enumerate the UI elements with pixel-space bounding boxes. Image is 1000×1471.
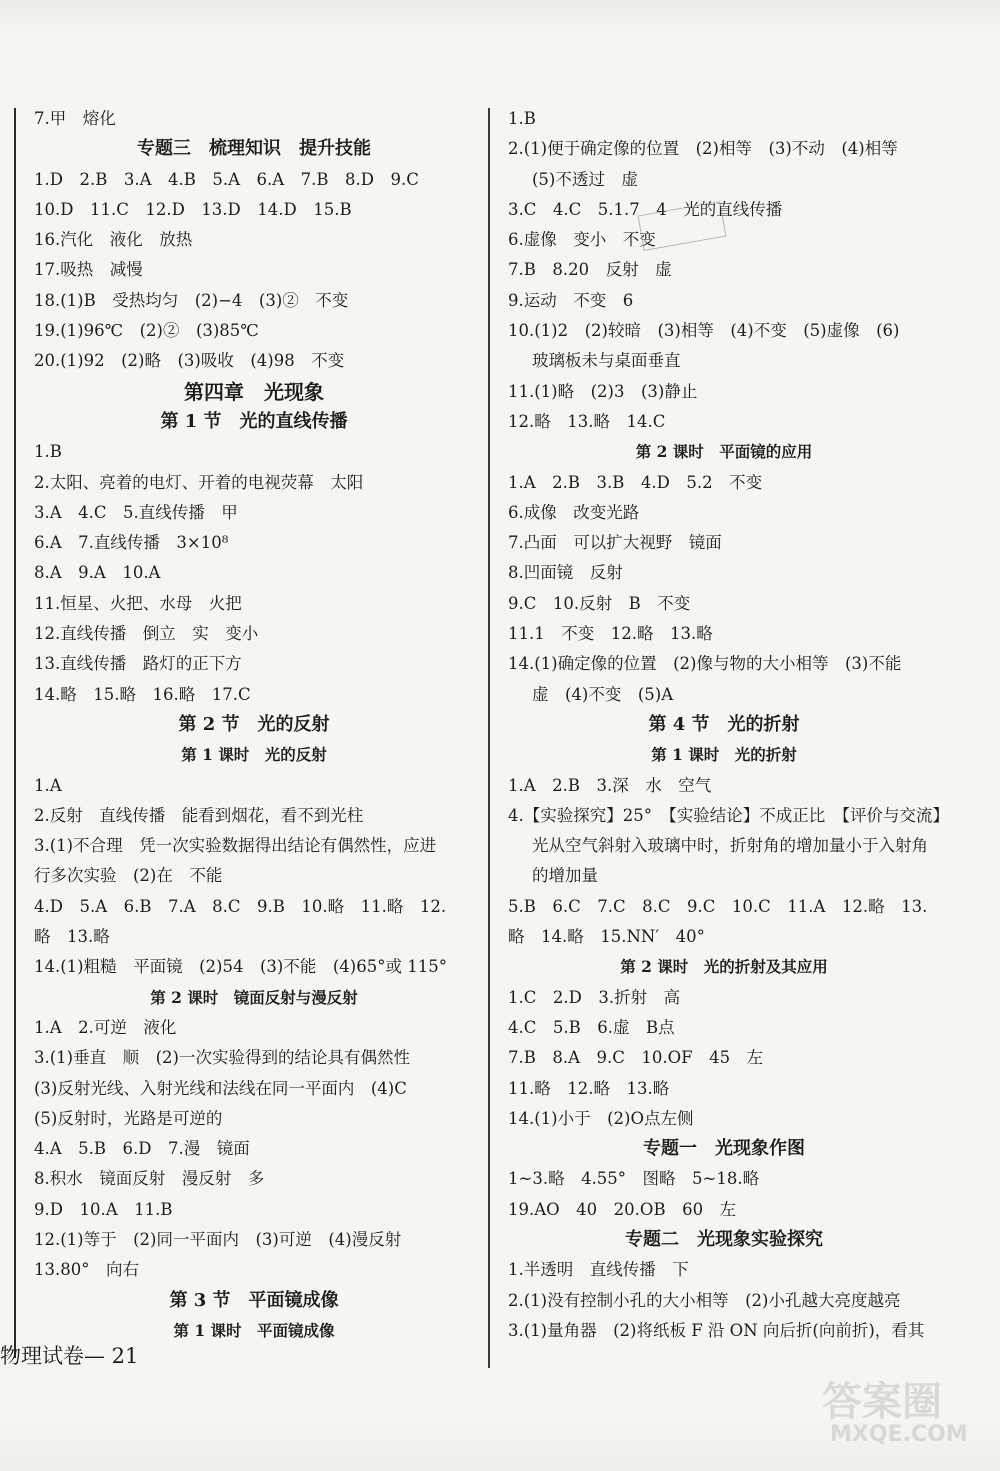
answer-line: 10.D 11.C 12.D 13.D 14.D 15.B: [34, 199, 352, 219]
answer-line: 行多次实验 (2)在 不能: [34, 866, 223, 886]
answer-line: 12.直线传播 倒立 实 变小: [34, 624, 259, 644]
lesson-heading: 第 1 课时 平面镜成像: [173, 1320, 335, 1340]
lesson-heading: 第 2 课时 平面镜的应用: [635, 442, 813, 462]
answer-line: 11.恒星、火把、水母 火把: [34, 593, 242, 613]
answer-line: 14.(1)确定像的位置 (2)像与物的大小相等 (3)不能: [508, 654, 902, 674]
answer-line: 14.(1)粗糙 平面镜 (2)54 (3)不能 (4)65°或 115°: [34, 957, 447, 977]
page-footer: 物理试卷— 21: [0, 1344, 139, 1368]
answer-line: 9.运动 不变 6: [508, 290, 634, 310]
answer-line: 4.【实验探究】25° 【实验结论】不成正比 【评价与交流】: [508, 805, 949, 825]
answer-line: 光从空气斜射入玻璃中时，折射角的增加量小于入射角: [532, 836, 928, 856]
answer-line: 3.(1)不合理 凭一次实验数据得出结论有偶然性，应进: [34, 836, 437, 856]
answer-line: 19.AO 40 20.OB 60 左: [508, 1199, 737, 1219]
answer-line: 1.A 2.B 3.B 4.D 5.2 不变: [508, 472, 763, 492]
lesson-heading: 第 1 课时 光的折射: [651, 745, 797, 765]
column-divider: [488, 108, 490, 1368]
answer-line: 1.D 2.B 3.A 4.B 5.A 6.A 7.B 8.D 9.C: [34, 169, 419, 189]
answer-line: 1.A: [34, 775, 62, 795]
answer-line: 7.凸面 可以扩大视野 镜面: [508, 533, 722, 553]
left-margin-rule: [14, 108, 16, 1358]
answer-line: 10.(1)2 (2)较暗 (3)相等 (4)不变 (5)虚像 (6): [508, 321, 900, 341]
section-heading: 第 2 节 光的反射: [178, 713, 330, 735]
answer-line: 2.(1)便于确定像的位置 (2)相等 (3)不动 (4)相等: [508, 139, 898, 159]
answer-line: 1.C 2.D 3.折射 高: [508, 987, 681, 1007]
answer-line: 3.A 4.C 5.直线传播 甲: [34, 502, 238, 522]
watermark-sub: MXQE.COM: [830, 1422, 968, 1447]
topic-heading: 专题一 光现象作图: [643, 1138, 805, 1160]
answer-line: (5)反射时，光路是可逆的: [34, 1108, 223, 1128]
section-heading: 第 4 节 光的折射: [648, 713, 800, 735]
answer-line: 略 13.略: [34, 927, 110, 947]
answer-line: 玻璃板未与桌面垂直: [532, 351, 681, 371]
answer-line: 11.(1)略 (2)3 (3)静止: [508, 381, 698, 401]
answer-line: 4.A 5.B 6.D 7.漫 镜面: [34, 1139, 250, 1159]
lesson-heading: 第 1 课时 光的反射: [181, 745, 327, 765]
answer-line: 13.80° 向右: [34, 1260, 139, 1280]
answer-line: 1~3.略 4.55° 图略 5~18.略: [508, 1169, 760, 1189]
answer-line: 8.凹面镜 反射: [508, 563, 623, 583]
chapter-heading: 第四章 光现象: [184, 379, 324, 404]
section-heading: 第 1 节 光的直线传播: [160, 410, 348, 432]
answer-line: 13.直线传播 路灯的正下方: [34, 654, 242, 674]
answer-line: 1.A 2.可逆 液化: [34, 1017, 177, 1037]
answer-line: 2.太阳、亮着的电灯、开着的电视荧幕 太阳: [34, 472, 364, 492]
answer-line: 3.(1)量角器 (2)将纸板 F 沿 ON 向后折(向前折)，看其: [508, 1320, 925, 1340]
answer-line: 7.B 8.A 9.C 10.OF 45 左: [508, 1048, 764, 1068]
answer-line: 的增加量: [532, 866, 598, 886]
answer-line: 4.C 5.B 6.虚 B点: [508, 1017, 675, 1037]
answer-line: 11.1 不变 12.略 13.略: [508, 624, 713, 644]
answer-line: 8.A 9.A 10.A: [34, 563, 161, 583]
lesson-heading: 第 2 课时 镜面反射与漫反射: [150, 987, 358, 1007]
left-column: [34, 104, 474, 1346]
watermark-logo: [822, 1370, 972, 1460]
right-column: [508, 104, 949, 1346]
watermark-main: 答案圈: [822, 1379, 942, 1425]
answer-line: 6.虚像 变小 不变: [508, 230, 656, 250]
answer-line: 2.(1)没有控制小孔的大小相等 (2)小孔越大亮度越亮: [508, 1290, 901, 1310]
answer-line: 1.B: [508, 109, 536, 128]
answer-line: 18.(1)B 受热均匀 (2)−4 (3)② 不变: [34, 290, 349, 310]
answer-line: 3.C 4.C 5.1.7 4 光的直线传播: [508, 199, 783, 219]
answer-line: 略 14.略 15.NN′ 40°: [508, 927, 705, 947]
section-heading: 第 3 节 平面镜成像: [169, 1289, 339, 1311]
answer-line: 3.(1)垂直 顺 (2)一次实验得到的结论具有偶然性: [34, 1048, 410, 1068]
answer-line: 9.D 10.A 11.B: [34, 1199, 173, 1219]
answer-line: 7.甲 熔化: [34, 109, 116, 128]
answer-line: 16.汽化 液化 放热: [34, 230, 193, 250]
answer-line: 4.D 5.A 6.B 7.A 8.C 9.B 10.略 11.略 12.: [34, 896, 447, 916]
answer-line: 12.(1)等于 (2)同一平面内 (3)可逆 (4)漫反射: [34, 1229, 402, 1249]
answer-line: 1.B: [34, 442, 62, 462]
answer-line: 8.积水 镜面反射 漫反射 多: [34, 1169, 265, 1189]
topic-heading: 专题三 梳理知识 提升技能: [137, 138, 371, 160]
answer-line: 1.半透明 直线传播 下: [508, 1260, 689, 1280]
answer-line: 虚 (4)不变 (5)A: [532, 684, 674, 704]
answer-line: (5)不透过 虚: [532, 169, 638, 189]
answer-line: 20.(1)92 (2)略 (3)吸收 (4)98 不变: [34, 351, 345, 371]
answer-line: 2.反射 直线传播 能看到烟花，看不到光柱: [34, 805, 364, 825]
answer-line: (3)反射光线、入射光线和法线在同一平面内 (4)C: [34, 1078, 407, 1098]
answer-line: 1.A 2.B 3.深 水 空气: [508, 775, 712, 795]
topic-heading: 专题二 光现象实验探究: [625, 1228, 823, 1250]
answer-line: 12.略 13.略 14.C: [508, 411, 666, 431]
answer-line: 6.A 7.直线传播 3×10⁸: [34, 533, 229, 553]
answer-line: 5.B 6.C 7.C 8.C 9.C 10.C 11.A 12.略 13.: [508, 896, 928, 916]
lesson-heading: 第 2 课时 光的折射及其应用: [620, 957, 828, 977]
answer-line: 17.吸热 减慢: [34, 260, 143, 280]
answer-line: 14.略 15.略 16.略 17.C: [34, 684, 251, 704]
answer-line: 9.C 10.反射 B 不变: [508, 593, 691, 613]
answer-line: 7.B 8.20 反射 虚: [508, 260, 672, 280]
answer-line: 11.略 12.略 13.略: [508, 1078, 670, 1098]
answer-line: 19.(1)96℃ (2)② (3)85℃: [34, 321, 259, 341]
answer-line: 14.(1)小于 (2)O点左侧: [508, 1108, 694, 1128]
answer-line: 6.成像 改变光路: [508, 502, 640, 522]
